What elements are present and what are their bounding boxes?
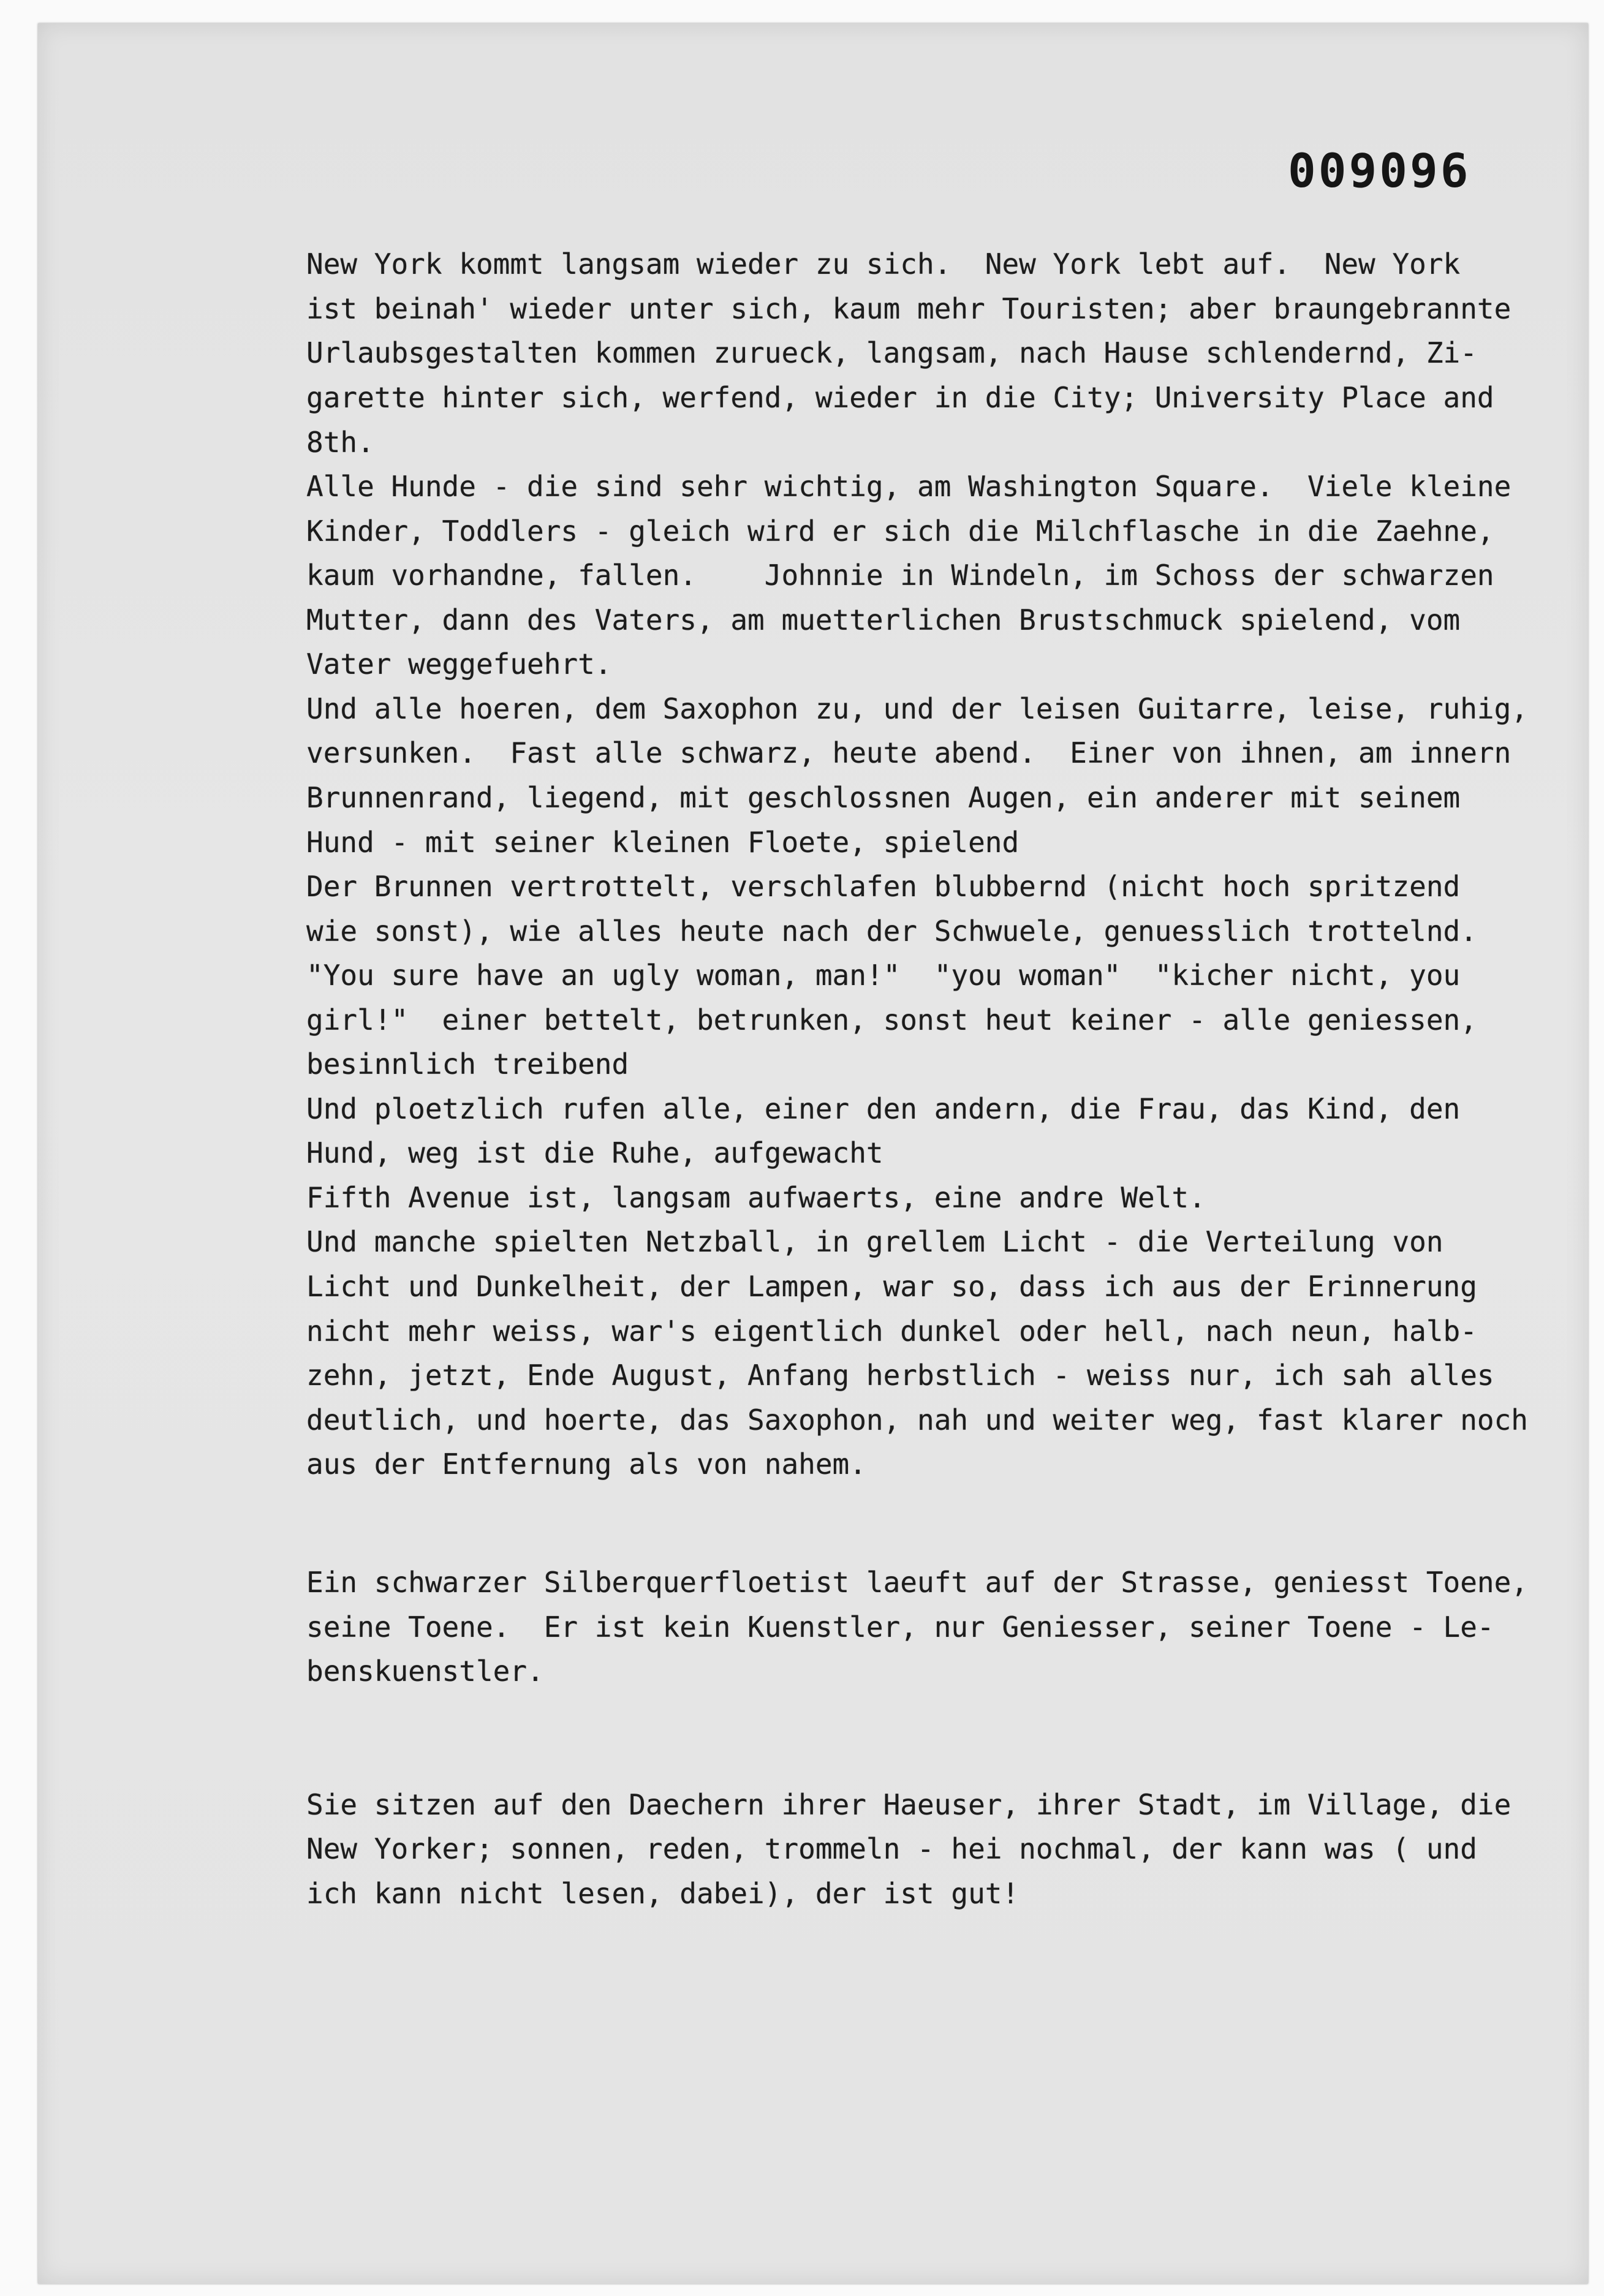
text-line: Ein schwarzer Silberquerfloetist laeuft auf der Strasse, geniesst Toene,: [306, 1566, 1528, 1599]
text-line: Brunnenrand, liegend, mit geschlossnen Augen, ein anderer mit seinem: [306, 781, 1461, 814]
text-line: Urlaubsgestalten kommen zurueck, langsam, nach Hause schlendernd, Zi-: [306, 336, 1477, 369]
typewritten-sheet: [38, 23, 1588, 2284]
text-line: garette hinter sich, werfend, wieder in die City; University Place and: [306, 381, 1494, 414]
text-line: nicht mehr weiss, war's eigentlich dunkel oder hell, nach neun, halb-: [306, 1315, 1477, 1348]
text-line: zehn, jetzt, Ende August, Anfang herbstlich - weiss nur, ich sah alles: [306, 1359, 1494, 1392]
text-line: Kinder, Toddlers - gleich wird er sich die Milchflasche in die Zaehne,: [306, 515, 1494, 548]
text-line: 8th.: [306, 426, 374, 459]
text-line: ist beinah' wieder unter sich, kaum mehr Touristen; aber braungebrannte: [306, 292, 1511, 325]
text-line: Mutter, dann des Vaters, am muetterlichen Brustschmuck spielend, vom: [306, 603, 1461, 636]
text-line: aus der Entfernung als von nahem.: [306, 1448, 866, 1481]
text-line: New York kommt langsam wieder zu sich. New York lebt auf. New York: [306, 247, 1461, 281]
text-line: deutlich, und hoerte, das Saxophon, nah und weiter weg, fast klarer noch: [306, 1403, 1528, 1437]
text-line: besinnlich treibend: [306, 1048, 629, 1081]
text-line: "You sure have an ugly woman, man!" "you woman" "kicher nicht, you: [306, 959, 1461, 992]
text-line: wie sonst), wie alles heute nach der Schwuele, genuesslich trottelnd.: [306, 915, 1477, 948]
text-line: girl!" einer bettelt, betrunken, sonst heut keiner - alle geniessen,: [306, 1003, 1477, 1037]
text-line: ich kann nicht lesen, dabei), der ist gut!: [306, 1877, 1020, 1910]
text-line: Vater weggefuehrt.: [306, 648, 612, 681]
text-line: Licht und Dunkelheit, der Lampen, war so, dass ich aus der Erinnerung: [306, 1270, 1477, 1303]
text-line: Und ploetzlich rufen alle, einer den andern, die Frau, das Kind, den: [306, 1092, 1461, 1125]
text-line: Hund, weg ist die Ruhe, aufgewacht: [306, 1136, 883, 1169]
text-line: Sie sitzen auf den Daechern ihrer Haeuser, ihrer Stadt, im Village, die: [306, 1788, 1511, 1821]
text-line: benskuenstler.: [306, 1655, 544, 1688]
text-line: New Yorker; sonnen, reden, trommeln - hei nochmal, der kann was ( und: [306, 1832, 1477, 1865]
text-line: Der Brunnen vertrottelt, verschlafen blubbernd (nicht hoch spritzend: [306, 870, 1461, 903]
text-line: Und manche spielten Netzball, in grellem Licht - die Verteilung von: [306, 1225, 1443, 1258]
document-number: 009096: [1288, 143, 1471, 198]
text-line: Fifth Avenue ist, langsam aufwaerts, eine andre Welt.: [306, 1181, 1206, 1214]
text-line: Und alle hoeren, dem Saxophon zu, und der leisen Guitarre, leise, ruhig,: [306, 692, 1528, 725]
text-line: seine Toene. Er ist kein Kuenstler, nur Geniesser, seiner Toene - Le-: [306, 1611, 1494, 1644]
text-line: versunken. Fast alle schwarz, heute abend. Einer von ihnen, am innern: [306, 736, 1511, 769]
text-line: kaum vorhandne, fallen. Johnnie in Windeln, im Schoss der schwarzen: [306, 559, 1494, 592]
text-line: Alle Hunde - die sind sehr wichtig, am Washington Square. Viele kleine: [306, 470, 1511, 503]
text-line: Hund - mit seiner kleinen Floete, spielend: [306, 826, 1020, 859]
